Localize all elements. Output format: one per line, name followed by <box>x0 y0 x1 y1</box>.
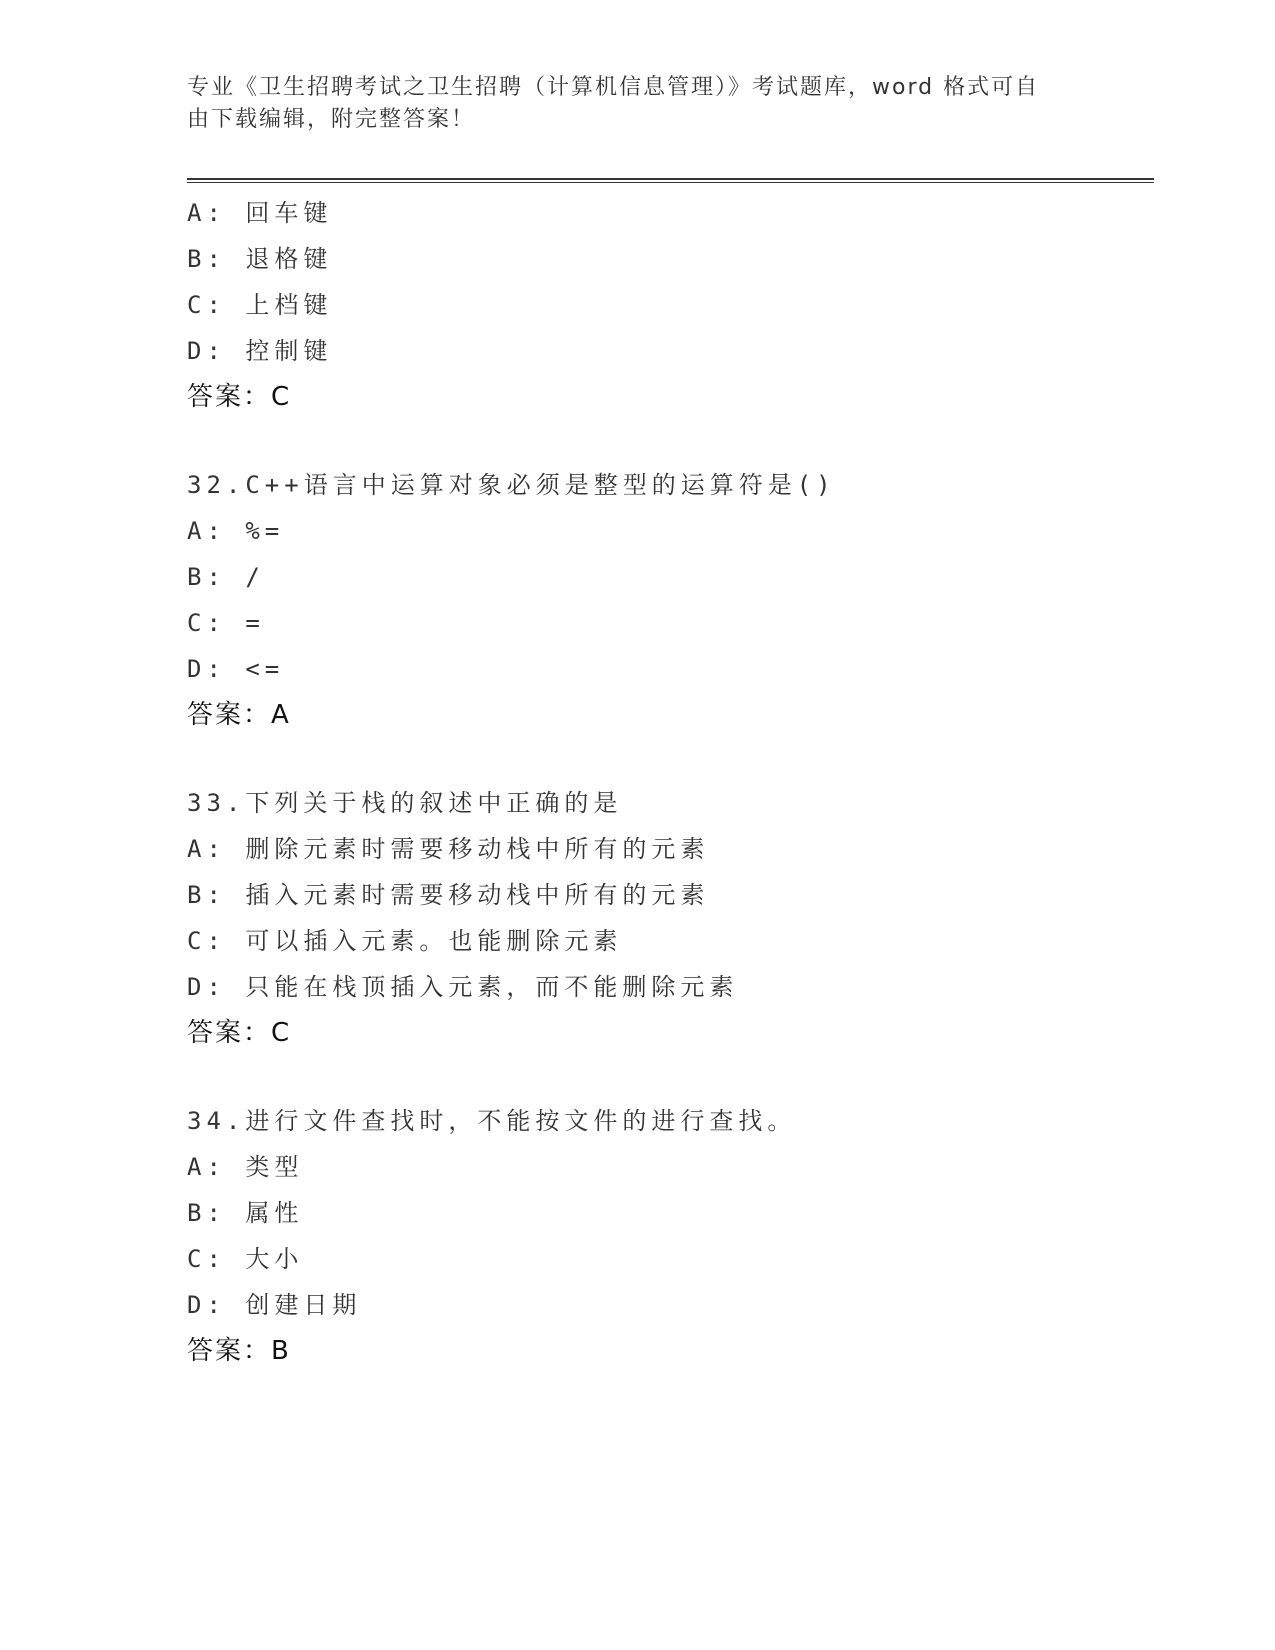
question-block <box>187 1098 1157 1374</box>
option-c: C: 可以插入元素。也能删除元素 <box>187 927 623 955</box>
option-c: C: 上档键 <box>187 291 333 319</box>
option-d: D: <= <box>187 655 285 683</box>
option-c: C: 大小 <box>187 1245 304 1273</box>
option-a: A: 删除元素时需要移动栈中所有的元素 <box>187 835 710 863</box>
block-spacer <box>187 738 1157 780</box>
option-d: D: 控制键 <box>187 337 333 365</box>
option-d: D: 只能在栈顶插入元素，而不能删除元素 <box>187 973 739 1001</box>
answer-line: 答案：A <box>187 700 291 730</box>
question-block <box>187 190 1157 420</box>
block-spacer <box>187 420 1157 462</box>
answer-line: 答案：B <box>187 1336 291 1366</box>
answer-line: 答案：C <box>187 1018 292 1048</box>
option-b: B: 退格键 <box>187 245 333 273</box>
option-c: C: = <box>187 609 265 637</box>
question-text: 34.进行文件查找时，不能按文件的进行查找。 <box>187 1107 797 1135</box>
option-a: A: %= <box>187 517 285 545</box>
answer-line: 答案：C <box>187 382 292 412</box>
header-divider <box>187 178 1154 183</box>
question-block <box>187 780 1157 1056</box>
block-spacer <box>187 1056 1157 1098</box>
option-a: A: 回车键 <box>187 199 333 227</box>
question-block <box>187 462 1157 738</box>
option-a: A: 类型 <box>187 1153 304 1181</box>
option-b: B: 插入元素时需要移动栈中所有的元素 <box>187 881 710 909</box>
header-line-1: 专业《卫生招聘考试之卫生招聘（计算机信息管理）》考试题库，word 格式可自 <box>187 75 1040 100</box>
option-b: B: / <box>187 563 265 591</box>
header-line-2: 由下载编辑，附完整答案！ <box>187 107 476 132</box>
option-b: B: 属性 <box>187 1199 304 1227</box>
question-text: 33.下列关于栈的叙述中正确的是 <box>187 789 623 817</box>
question-list <box>187 190 1157 1374</box>
question-text: 32.C++语言中运算对象必须是整型的运算符是() <box>187 471 836 499</box>
document-header <box>187 72 1087 136</box>
option-d: D: 创建日期 <box>187 1291 362 1319</box>
